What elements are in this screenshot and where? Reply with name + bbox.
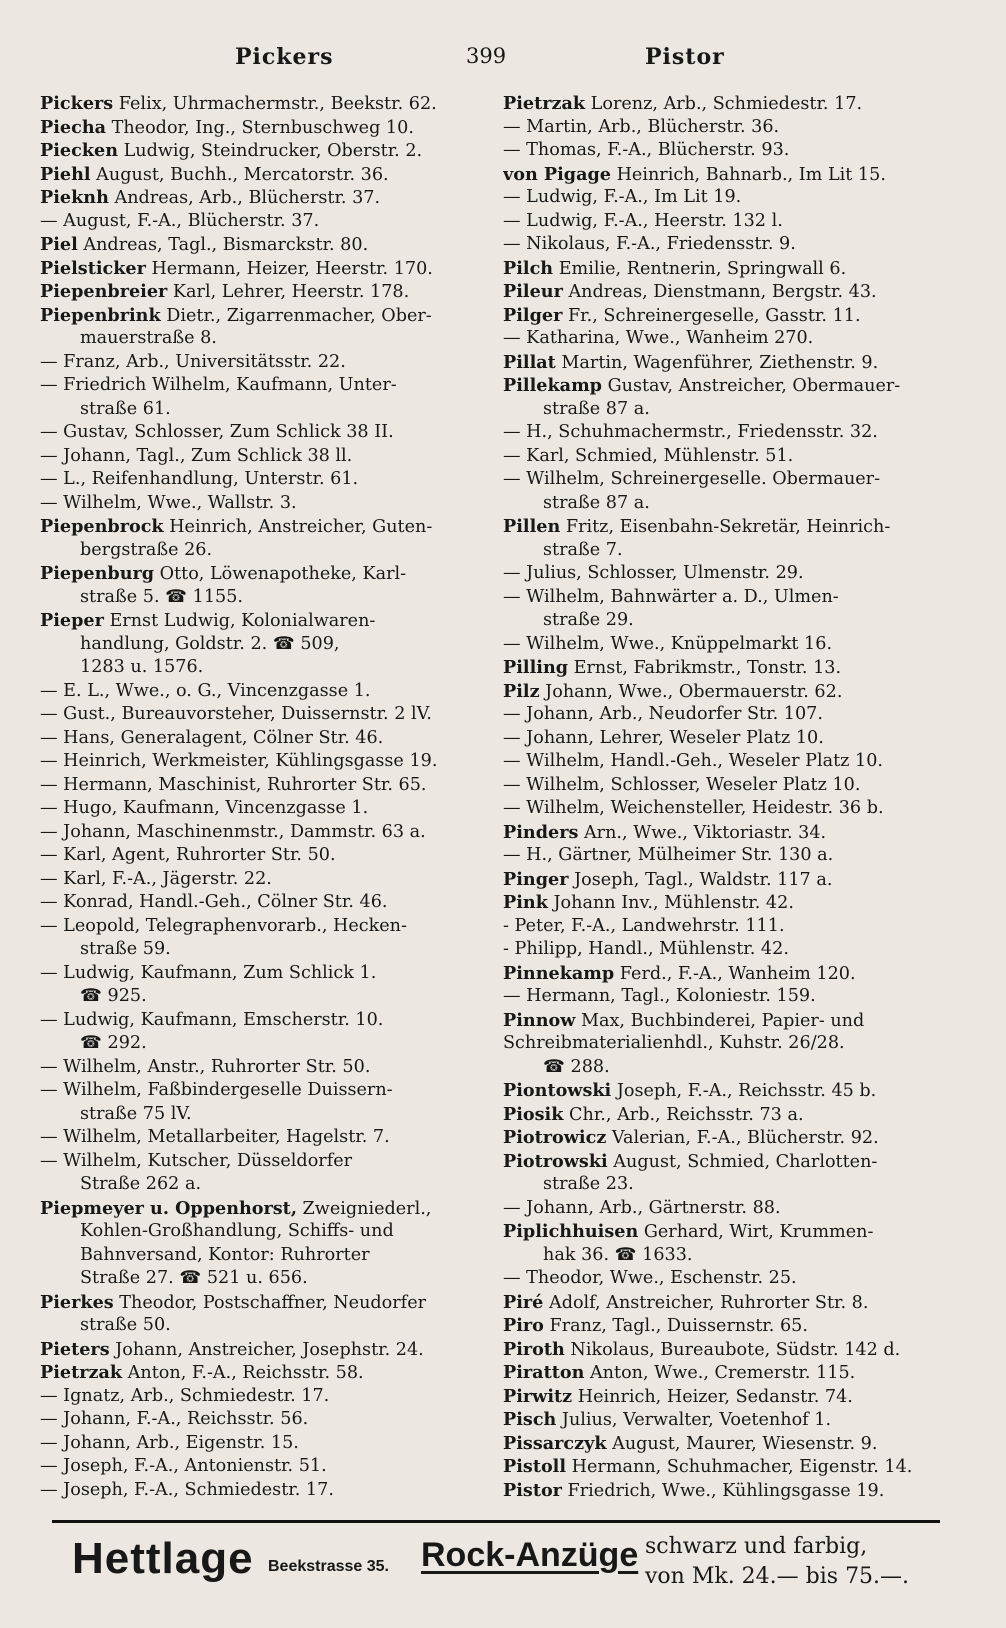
entry-details: Heinrich, Heizer, Sedanstr. 74. <box>572 1386 853 1407</box>
directory-entry <box>503 1220 939 1244</box>
directory-entry <box>503 985 939 1009</box>
entry-details: Ernst, Fabrikmstr., Tonstr. 13. <box>568 658 842 678</box>
entry-details: — Joseph, F.-A., Schmiedestr. 17. <box>40 1479 334 1500</box>
directory-entry <box>503 656 939 680</box>
entry-details: Friedrich, Wwe., Kühlingsgasse 19. <box>561 1480 885 1501</box>
entry-details: bergstraße 26. <box>80 539 213 560</box>
directory-entry <box>503 774 939 798</box>
entry-details: Julius, Verwalter, Voetenhof 1. <box>556 1410 832 1430</box>
directory-entry <box>503 139 939 163</box>
directory-entry <box>40 1009 480 1033</box>
entry-details: Franz, Tagl., Duissernstr. 65. <box>543 1316 808 1336</box>
entry-details: — Wilhelm, Faßbindergeselle Duissern- <box>40 1080 393 1100</box>
entry-details: — Joseph, F.-A., Antonienstr. 51. <box>40 1456 327 1476</box>
entry-details: Schreibmaterialienhdl., Kuhstr. 26/28. <box>503 1033 845 1053</box>
directory-entry <box>40 1173 480 1197</box>
entry-details: Andreas, Tagl., Bismarckstr. 80. <box>77 235 369 255</box>
directory-entry <box>40 868 480 892</box>
entry-details: — Katharina, Wwe., Wanheim 270. <box>503 328 814 348</box>
entry-details: Ludwig, Steindrucker, Oberstr. 2. <box>118 141 423 161</box>
entry-surname: Pillat <box>503 351 556 373</box>
entry-surname: Pirwitz <box>503 1385 573 1407</box>
entry-details: Arn., Wwe., Viktoriastr. 34. <box>578 822 827 843</box>
entry-details: — August, F.-A., Blücherstr. 37. <box>40 210 320 231</box>
entry-details: — Wilhelm, Kutscher, Düsseldorfer <box>40 1150 353 1171</box>
directory-entry <box>503 703 939 727</box>
directory-entry <box>40 1244 480 1268</box>
entry-details: — Ludwig, Kaufmann, Zum Schlick 1. <box>40 962 377 983</box>
directory-entry <box>503 233 939 257</box>
entry-details: Fritz, Eisenbahn-Sekretär, Heinrich- <box>560 517 891 537</box>
entry-surname: Pietrzak <box>503 93 586 114</box>
directory-entry <box>40 1361 480 1385</box>
directory-entry <box>40 1150 480 1174</box>
directory-entry <box>503 1338 939 1362</box>
entry-surname: Pieters <box>40 1338 110 1360</box>
entry-details: — Johann, Arb., Eigenstr. 15. <box>40 1432 299 1453</box>
directory-entry <box>40 92 480 116</box>
directory-entry <box>503 868 939 892</box>
directory-entry <box>40 233 480 257</box>
directory-entry <box>503 1032 939 1056</box>
directory-entry <box>503 304 939 328</box>
directory-entry <box>40 1220 480 1244</box>
right-column <box>503 92 939 1502</box>
entry-details: mauerstraße 8. <box>80 328 217 348</box>
directory-entry <box>503 844 939 868</box>
directory-entry <box>503 633 939 657</box>
entry-surname: Piroth <box>503 1338 565 1360</box>
entry-details: straße 75 lV. <box>80 1103 192 1124</box>
entry-details: — Wilhelm, Wwe., Wallstr. 3. <box>40 492 297 513</box>
entry-details: — Wilhelm, Anstr., Ruhrorter Str. 50. <box>40 1056 371 1077</box>
directory-entry <box>503 1079 939 1103</box>
directory-entry <box>40 1267 480 1291</box>
directory-entry <box>503 163 939 187</box>
directory-entry <box>40 985 480 1009</box>
entry-details: — H., Gärtner, Mülheimer Str. 130 a. <box>503 845 834 865</box>
directory-entry <box>40 257 480 281</box>
directory-entry <box>40 1197 480 1221</box>
directory-entry <box>40 821 480 845</box>
entry-details: — Ignatz, Arb., Schmiedestr. 17. <box>40 1385 330 1406</box>
entry-surname: Piontowski <box>503 1080 612 1101</box>
directory-entry <box>503 515 939 539</box>
entry-details: 1283 u. 1576. <box>80 657 204 677</box>
entry-details: straße 50. <box>80 1315 171 1335</box>
directory-entry <box>503 468 939 492</box>
directory-entry <box>40 445 480 469</box>
directory-entry <box>40 398 480 422</box>
directory-entry <box>503 962 939 986</box>
directory-entry <box>503 374 939 398</box>
ad-note-line1: schwarz und farbig, <box>645 1534 868 1559</box>
entry-details: — L., Reifenhandlung, Unterstr. 61. <box>40 469 359 489</box>
entry-surname: Pickers <box>40 93 114 114</box>
directory-entry <box>503 445 939 469</box>
directory-entry <box>503 1150 939 1174</box>
entry-details: — Wilhelm, Weichensteller, Heidestr. 36 b. <box>503 798 884 818</box>
directory-entry <box>40 210 480 234</box>
entry-details: — Martin, Arb., Blücherstr. 36. <box>503 116 780 137</box>
entry-details: straße 7. <box>543 539 623 560</box>
entry-details: — Julius, Schlosser, Ulmenstr. 29. <box>503 563 804 583</box>
directory-entry <box>40 633 480 657</box>
directory-entry <box>503 1291 939 1315</box>
page-number: 399 <box>466 44 507 68</box>
directory-entry <box>40 515 480 539</box>
entry-details: Ferd., F.-A., Wanheim 120. <box>614 963 856 984</box>
entry-details: straße 87 a. <box>543 398 650 419</box>
entry-details: — Hermann, Tagl., Koloniestr. 159. <box>503 986 816 1006</box>
entry-surname: Piosik <box>503 1103 564 1125</box>
directory-entry <box>40 186 480 210</box>
directory-entry <box>40 1408 480 1432</box>
entry-details: — Johann, Lehrer, Weseler Platz 10. <box>503 727 824 748</box>
entry-surname: Pilch <box>503 257 554 279</box>
entry-details: Adolf, Anstreicher, Ruhrorter Str. 8. <box>543 1292 869 1313</box>
entry-details: Heinrich, Anstreicher, Guten- <box>163 517 433 537</box>
entry-details: — Nikolaus, F.-A., Friedensstr. 9. <box>503 234 796 254</box>
entry-details: Nikolaus, Bureaubote, Südstr. 142 d. <box>564 1339 901 1360</box>
directory-entry <box>40 915 480 939</box>
entry-details: — Johann, Arb., Gärtnerstr. 88. <box>503 1197 781 1218</box>
entry-details: Emilie, Rentnerin, Springwall 6. <box>553 258 847 279</box>
directory-entry <box>503 750 939 774</box>
entry-details: Johann, Wwe., Obermauerstr. 62. <box>539 681 843 702</box>
directory-entry <box>503 421 939 445</box>
entry-details: Gustav, Anstreicher, Obermauer- <box>601 376 901 396</box>
entry-surname: Pierkes <box>40 1291 114 1313</box>
entry-details: — Hans, Generalagent, Cölner Str. 46. <box>40 727 384 748</box>
entry-details: — Theodor, Wwe., Eschenstr. 25. <box>503 1268 797 1288</box>
entry-details: straße 29. <box>543 610 634 630</box>
entry-surname: Piepenburg <box>40 563 155 584</box>
entry-surname: Pistor <box>503 1479 562 1501</box>
entry-details: Karl, Lehrer, Heerstr. 178. <box>167 282 410 302</box>
entry-details: — Johann, F.-A., Reichsstr. 56. <box>40 1409 309 1429</box>
directory-entry <box>40 750 480 774</box>
left-column <box>40 92 480 1502</box>
entry-details: Dietr., Zigarrenmacher, Ober- <box>160 305 432 326</box>
entry-surname: Pilling <box>503 657 569 678</box>
entry-details: Zweigniederl., <box>296 1198 432 1219</box>
entry-details: Valerian, F.-A., Blücherstr. 92. <box>606 1128 879 1148</box>
entry-details: — Heinrich, Werkmeister, Kühlingsgasse 19. <box>40 751 438 771</box>
directory-entry <box>40 492 480 516</box>
directory-entry <box>503 1408 939 1432</box>
entry-surname: Piepenbrock <box>40 516 164 537</box>
entry-details: — Wilhelm, Handl.-Geh., Weseler Platz 10. <box>503 751 884 771</box>
entry-details: — Konrad, Handl.-Geh., Cölner Str. 46. <box>40 892 388 912</box>
entry-details: — Hugo, Kaufmann, Vincenzgasse 1. <box>40 798 369 818</box>
entry-details: Johann Inv., Mühlenstr. 42. <box>547 893 794 913</box>
directory-entry <box>503 1009 939 1033</box>
entry-surname: Pink <box>503 892 548 913</box>
directory-entry <box>503 1173 939 1197</box>
directory-entry <box>503 680 939 704</box>
entry-details: Gerhard, Wirt, Krummen- <box>638 1222 874 1242</box>
entry-details: - Philipp, Handl., Mühlenstr. 42. <box>503 939 789 959</box>
entry-surname: Pinnow <box>503 1009 576 1031</box>
directory-entry <box>40 962 480 986</box>
directory-entry <box>503 1385 939 1409</box>
entry-details: August, Maurer, Wiesenstr. 9. <box>606 1433 878 1454</box>
directory-entry <box>40 938 480 962</box>
entry-details: Anton, F.-A., Reichsstr. 58. <box>122 1363 364 1383</box>
ad-note-line2: von Mk. 24.— bis 75.—. <box>645 1564 910 1589</box>
entry-details: hak 36. ☎ 1633. <box>543 1244 693 1265</box>
directory-entry <box>40 1103 480 1127</box>
entry-details: straße 87 a. <box>543 492 650 513</box>
directory-entry <box>503 186 939 210</box>
entry-details: Joseph, Tagl., Waldstr. 117 a. <box>568 869 833 890</box>
directory-entry <box>503 210 939 234</box>
entry-details: Joseph, F.-A., Reichsstr. 45 b. <box>611 1081 877 1101</box>
ad-address: Beekstrasse 35. <box>268 1558 389 1575</box>
entry-details: — H., Schuhmachermstr., Friedensstr. 32. <box>503 422 878 442</box>
entry-details: ☎ 925. <box>80 986 147 1006</box>
directory-entry <box>40 468 480 492</box>
entry-details: handlung, Goldstr. 2. ☎ 509, <box>80 633 340 654</box>
entry-details: - Peter, F.-A., Landwehrstr. 111. <box>503 915 785 936</box>
directory-entry <box>503 1126 939 1150</box>
entry-surname: Piratton <box>503 1362 585 1383</box>
entry-details: — Ludwig, F.-A., Im Lit 19. <box>503 187 742 207</box>
directory-entry <box>40 680 480 704</box>
directory-entry <box>503 891 939 915</box>
page-header <box>0 44 1006 78</box>
entry-details: Andreas, Dienstmann, Bergstr. 43. <box>562 282 877 302</box>
entry-details: Felix, Uhrmachermstr., Beekstr. 62. <box>113 94 437 114</box>
directory-entry <box>40 1479 480 1503</box>
entry-details: — Ludwig, Kaufmann, Emscherstr. 10. <box>40 1009 384 1030</box>
entry-details: Martin, Wagenführer, Ziethenstr. 9. <box>555 352 879 373</box>
directory-entry <box>503 797 939 821</box>
directory-entry <box>40 139 480 163</box>
entry-surname: Pieper <box>40 610 104 631</box>
directory-entry <box>40 1338 480 1362</box>
entry-surname: Pinger <box>503 868 569 890</box>
entry-surname: Pillen <box>503 516 561 537</box>
entry-details: Straße 27. ☎ 521 u. 656. <box>80 1268 308 1288</box>
entry-surname: Pietrzak <box>40 1362 123 1383</box>
directory-entry <box>503 1455 939 1479</box>
entry-details: — Wilhelm, Bahnwärter a. D., Ulmen- <box>503 586 839 607</box>
entry-details: straße 23. <box>543 1174 634 1194</box>
directory-entry <box>503 586 939 610</box>
entry-details: straße 61. <box>80 398 171 419</box>
directory-entry <box>40 703 480 727</box>
directory-entry <box>40 562 480 586</box>
entry-details: — Karl, Schmied, Mühlenstr. 51. <box>503 445 794 466</box>
entry-surname: Piecken <box>40 140 118 161</box>
directory-entry <box>503 539 939 563</box>
entry-details: August, Buchh., Mercatorstr. 36. <box>90 164 389 185</box>
directory-entry <box>503 1197 939 1221</box>
entry-surname: Pinders <box>503 821 579 843</box>
directory-entry <box>40 539 480 563</box>
directory-entry <box>503 915 939 939</box>
header-right-keyword: Pistor <box>645 44 725 70</box>
entry-details: ☎ 292. <box>80 1033 147 1053</box>
entry-details: — Gust., Bureauvorsteher, Duissernstr. 2 lV. <box>40 704 432 724</box>
directory-entry <box>503 257 939 281</box>
directory-entry <box>503 492 939 516</box>
directory-entry <box>503 398 939 422</box>
directory-entry <box>40 1032 480 1056</box>
directory-entry <box>503 280 939 304</box>
directory-entry <box>503 727 939 751</box>
entry-details: — Friedrich Wilhelm, Kaufmann, Unter- <box>40 375 397 395</box>
directory-entry <box>503 562 939 586</box>
directory-entry <box>503 1056 939 1080</box>
entry-details: — Franz, Arb., Universitätsstr. 22. <box>40 351 346 372</box>
directory-entry <box>40 421 480 445</box>
entry-surname: Piotrowski <box>503 1150 608 1172</box>
entry-surname: Piré <box>503 1291 544 1313</box>
entry-details: — Johann, Tagl., Zum Schlick 38 ll. <box>40 445 353 466</box>
entry-surname: Piehl <box>40 163 91 185</box>
directory-entry <box>503 327 939 351</box>
entry-details: — Karl, Agent, Ruhrorter Str. 50. <box>40 845 336 865</box>
directory-entry <box>503 1432 939 1456</box>
directory-entry <box>503 1361 939 1385</box>
entry-surname: Pileur <box>503 281 563 302</box>
entry-surname: Pinnekamp <box>503 962 615 984</box>
directory-entry <box>503 116 939 140</box>
entry-surname: Piplichhuisen <box>503 1221 639 1242</box>
advertisement <box>0 1528 1006 1608</box>
entry-surname: Pisch <box>503 1409 557 1430</box>
entry-surname: Pilger <box>503 304 563 326</box>
directory-entry <box>40 304 480 328</box>
entry-details: Heinrich, Bahnarb., Im Lit 15. <box>611 164 886 185</box>
ad-brand: Hettlage <box>72 1534 254 1583</box>
directory-entry <box>503 938 939 962</box>
directory-entry <box>40 891 480 915</box>
entry-details: Bahnversand, Kontor: Ruhrorter <box>80 1244 370 1265</box>
directory-entry <box>40 327 480 351</box>
entry-details: — Wilhelm, Wwe., Knüppelmarkt 16. <box>503 633 833 654</box>
directory-entry <box>40 1291 480 1315</box>
entry-details: Lorenz, Arb., Schmiedestr. 17. <box>585 94 863 114</box>
entry-details: — Wilhelm, Metallarbeiter, Hagelstr. 7. <box>40 1127 390 1147</box>
directory-entry <box>40 351 480 375</box>
entry-details: straße 5. ☎ 1155. <box>80 586 244 607</box>
entry-surname: Pieknh <box>40 187 109 208</box>
entry-surname: Pilz <box>503 680 540 702</box>
divider-rule <box>52 1520 940 1523</box>
directory-entry <box>40 797 480 821</box>
entry-details: Johann, Anstreicher, Josephstr. 24. <box>109 1339 424 1360</box>
directory-entry <box>503 1314 939 1338</box>
entry-details: Chr., Arb., Reichsstr. 73 a. <box>563 1104 804 1125</box>
entry-details: — Gustav, Schlosser, Zum Schlick 38 II. <box>40 422 394 442</box>
entry-surname: Piecha <box>40 116 107 138</box>
entry-details: Hermann, Heizer, Heerstr. 170. <box>145 258 433 279</box>
entry-details: — Wilhelm, Schlosser, Weseler Platz 10. <box>503 774 861 795</box>
entry-details: — Johann, Arb., Neudorfer Str. 107. <box>503 704 823 724</box>
entry-details: — Leopold, Telegraphenvorarb., Hecken- <box>40 915 407 936</box>
entry-details: ☎ 288. <box>543 1056 610 1077</box>
entry-details: — Johann, Maschinenmstr., Dammstr. 63 a. <box>40 821 426 842</box>
directory-entry <box>40 116 480 140</box>
entry-details: Straße 262 a. <box>80 1174 202 1194</box>
ad-product: Rock-Anzüge <box>421 1536 639 1574</box>
entry-details: August, Schmied, Charlotten- <box>607 1151 878 1172</box>
entry-surname: Piepmeyer u. Oppenhorst, <box>40 1197 297 1219</box>
directory-entry <box>40 1314 480 1338</box>
entry-details: — E. L., Wwe., o. G., Vincenzgasse 1. <box>40 680 371 701</box>
entry-details: Hermann, Schuhmacher, Eigenstr. 14. <box>566 1457 913 1477</box>
entry-details: — Ludwig, F.-A., Heerstr. 132 l. <box>503 210 783 231</box>
entry-details: Otto, Löwenapotheke, Karl- <box>154 564 407 584</box>
directory-entry <box>503 1267 939 1291</box>
directory-entry <box>40 1079 480 1103</box>
directory-entry <box>40 586 480 610</box>
entry-details: — Hermann, Maschinist, Ruhrorter Str. 65. <box>40 774 427 795</box>
directory-entry <box>503 1479 939 1503</box>
entry-details: Anton, Wwe., Cremerstr. 115. <box>584 1363 856 1383</box>
directory-entry <box>40 727 480 751</box>
entry-details: straße 59. <box>80 939 171 959</box>
directory-entry <box>40 1455 480 1479</box>
entry-details: Kohlen-Großhandlung, Schiffs- und <box>80 1221 394 1241</box>
entry-surname: Piotrowicz <box>503 1127 607 1148</box>
entry-surname: von Pigage <box>503 163 611 185</box>
directory-entry <box>40 280 480 304</box>
directory-entry <box>503 821 939 845</box>
entry-surname: Pissarczyk <box>503 1432 607 1454</box>
entry-details: Max, Buchbinderei, Papier- und <box>575 1010 865 1031</box>
directory-entry <box>503 1244 939 1268</box>
directory-entry <box>40 374 480 398</box>
entry-surname: Piepenbreier <box>40 281 168 302</box>
entry-details: Andreas, Arb., Blücherstr. 37. <box>108 188 381 208</box>
entry-details: — Thomas, F.-A., Blücherstr. 93. <box>503 140 790 160</box>
directory-entry <box>40 163 480 187</box>
directory-entry <box>40 844 480 868</box>
directory-entry <box>503 1103 939 1127</box>
directory-entry <box>40 774 480 798</box>
directory-entry <box>40 609 480 633</box>
directory-entry <box>503 609 939 633</box>
directory-entry <box>503 92 939 116</box>
entry-details: — Wilhelm, Schreinergeselle. Obermauer- <box>503 469 881 489</box>
entry-surname: Pielsticker <box>40 257 146 279</box>
entry-details: Ernst Ludwig, Kolonialwaren- <box>103 611 376 631</box>
directory-entry <box>40 656 480 680</box>
header-left-keyword: Pickers <box>235 44 334 70</box>
entry-details: Theodor, Ing., Sternbuschweg 10. <box>106 117 414 138</box>
directory-entry <box>503 351 939 375</box>
directory-entry <box>40 1056 480 1080</box>
entry-details: Theodor, Postschaffner, Neudorfer <box>113 1292 427 1313</box>
directory-entry <box>40 1432 480 1456</box>
entry-surname: Pistoll <box>503 1456 567 1477</box>
directory-entry <box>40 1126 480 1150</box>
entry-surname: Piro <box>503 1315 544 1336</box>
entry-surname: Pillekamp <box>503 375 602 396</box>
entry-surname: Piepenbrink <box>40 304 161 326</box>
entry-details: Fr., Schreinergeselle, Gasstr. 11. <box>562 305 861 326</box>
directory-entry <box>40 1385 480 1409</box>
entry-surname: Piel <box>40 234 78 255</box>
entry-details: — Karl, F.-A., Jägerstr. 22. <box>40 868 272 889</box>
